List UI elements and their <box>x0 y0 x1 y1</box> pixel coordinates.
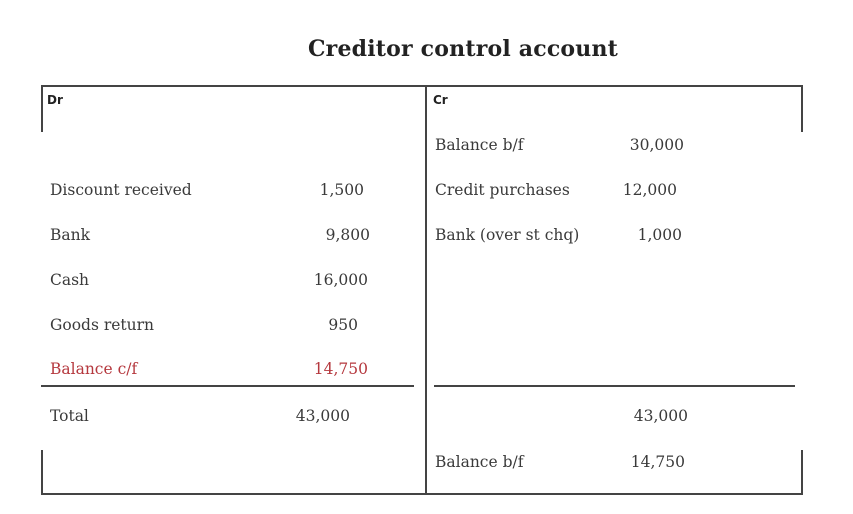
bottom-border <box>41 493 803 495</box>
right-top-tick <box>801 85 803 132</box>
left-top-tick <box>41 85 43 132</box>
debit-total-rule <box>41 385 414 387</box>
credit-row-amount: 1,000 <box>637 226 682 244</box>
balance-cf-label: Balance c/f <box>50 360 138 378</box>
credit-row-label: Bank (over st chq) <box>435 226 580 244</box>
balance-cf-amount: 14,750 <box>313 360 368 378</box>
left-bottom-tick <box>41 450 43 495</box>
right-bottom-tick <box>801 450 803 495</box>
debit-total-amount: 43,000 <box>295 407 350 425</box>
debit-row-label: Goods return <box>50 316 155 334</box>
debit-row-label: Discount received <box>50 181 192 199</box>
credit-row-label: Balance b/f <box>435 136 524 154</box>
debit-row-amount: 9,800 <box>325 226 370 244</box>
balance-bd-label: Balance b/f <box>435 453 524 471</box>
debit-row-amount: 16,000 <box>313 271 368 289</box>
page-title: Creditor control account <box>307 36 619 62</box>
credit-row-amount: 12,000 <box>622 181 677 199</box>
debit-row-label: Bank <box>50 226 91 244</box>
balance-bd-amount: 14,750 <box>630 453 685 471</box>
debit-row-amount: 1,500 <box>319 181 364 199</box>
total-label: Total <box>50 407 89 425</box>
credit-total-amount: 43,000 <box>633 407 688 425</box>
credit-header: Cr <box>433 93 448 107</box>
center-divider <box>425 85 427 495</box>
top-border <box>41 85 803 87</box>
credit-row-amount: 30,000 <box>629 136 684 154</box>
credit-total-rule <box>434 385 795 387</box>
credit-row-label: Credit purchases <box>435 181 570 199</box>
debit-row-label: Cash <box>50 271 90 289</box>
debit-header: Dr <box>47 93 63 107</box>
debit-row-amount: 950 <box>328 316 358 334</box>
